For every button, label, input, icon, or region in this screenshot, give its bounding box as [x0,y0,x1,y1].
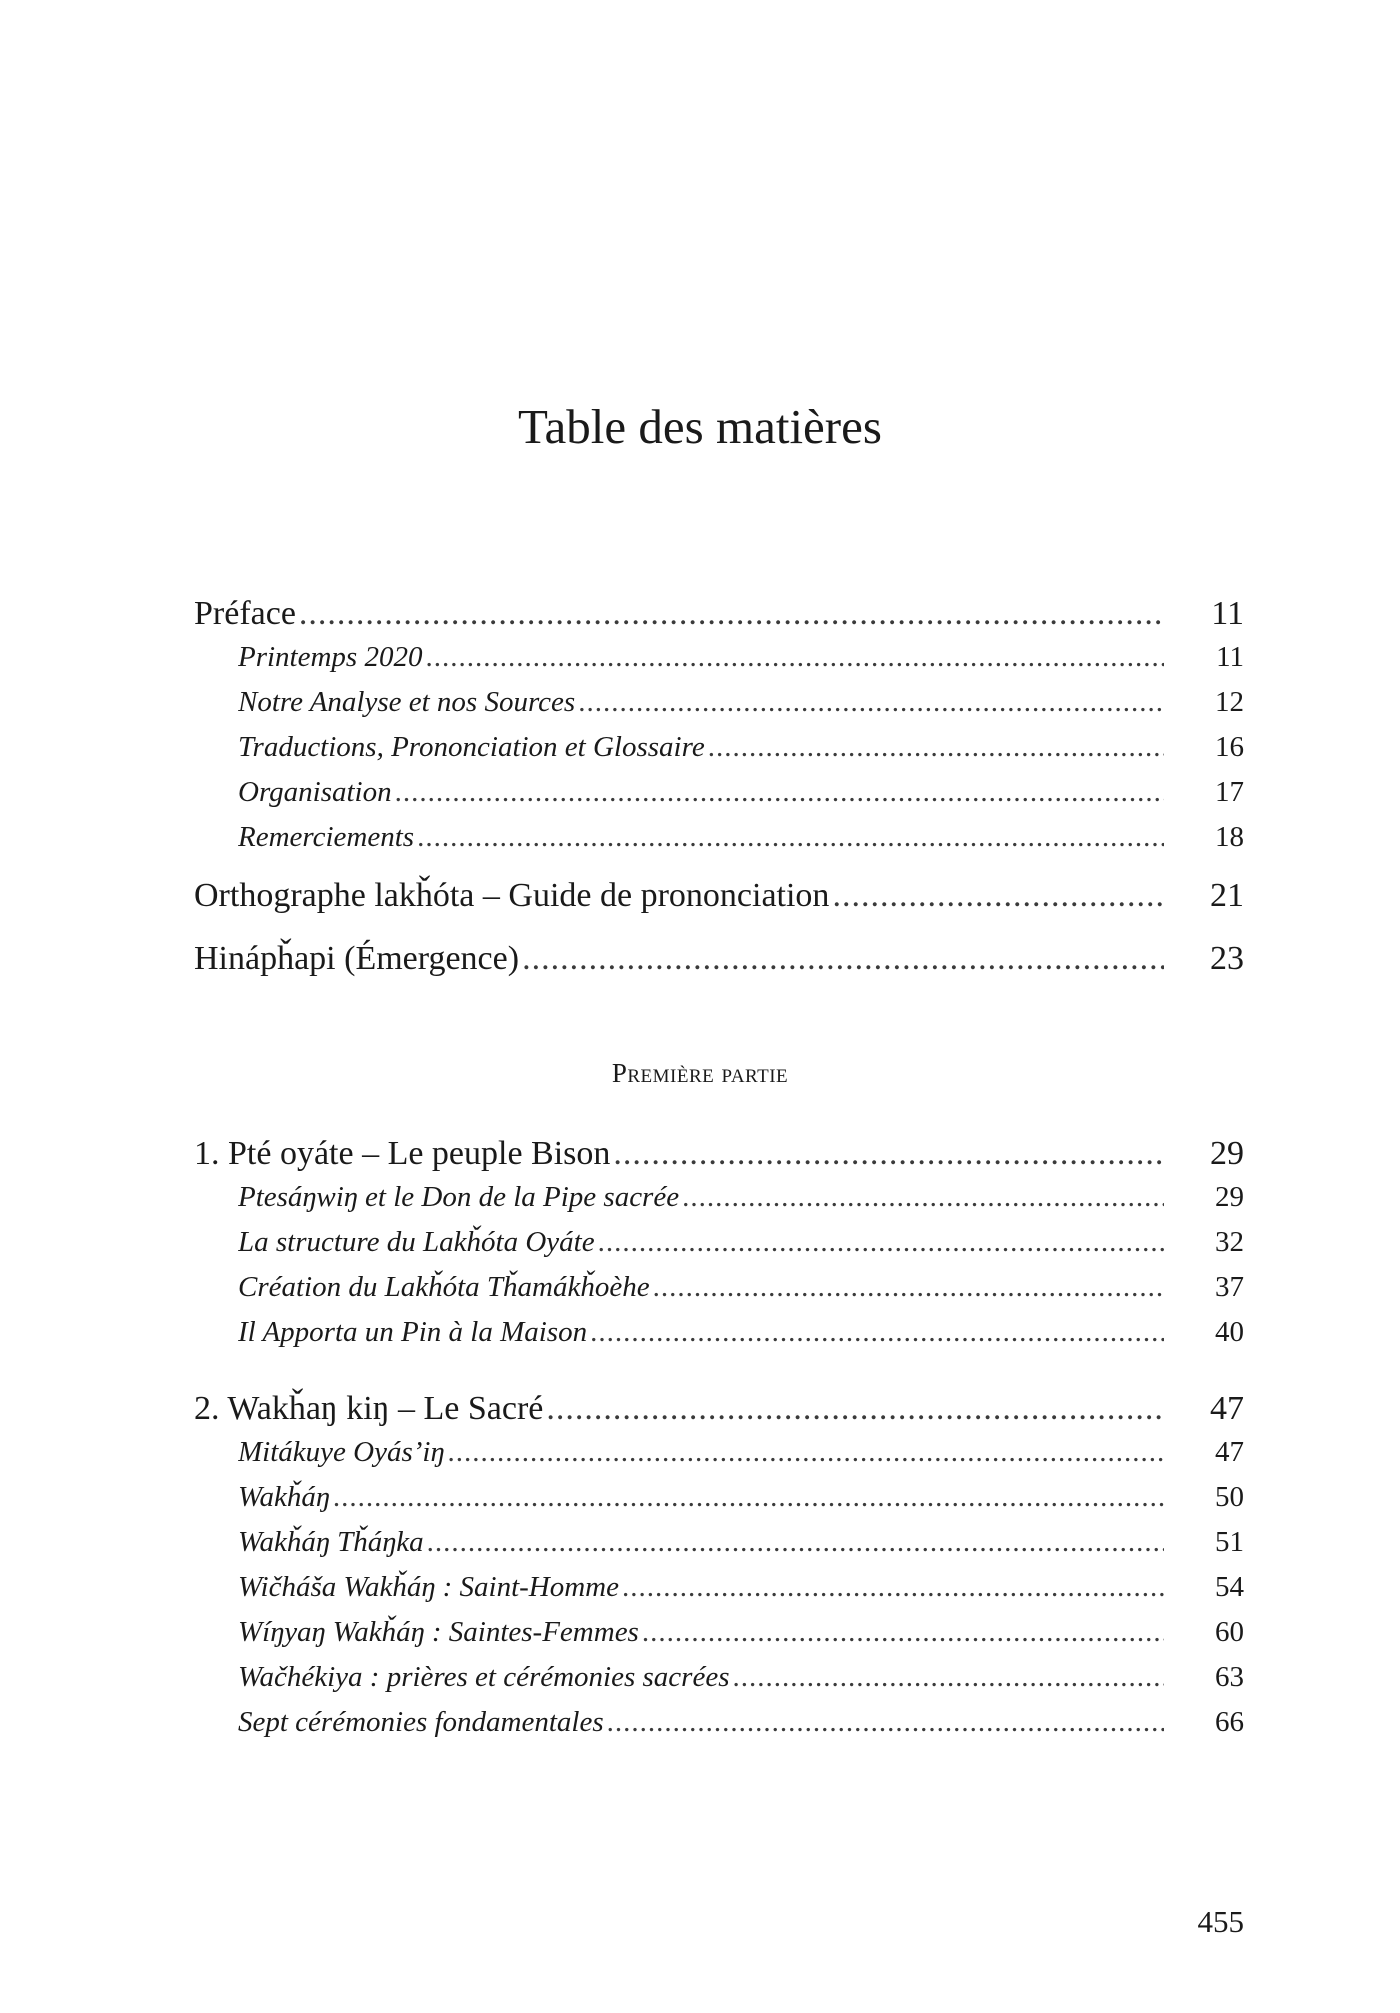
dot-leader [427,1522,1164,1562]
toc-entry-label: Organisation [238,776,392,808]
toc-entry[interactable] [238,682,1244,722]
toc-entry[interactable] [238,1267,1244,1307]
dot-leader [607,1702,1164,1742]
toc-entry-label: Sept cérémonies fondamentales [238,1706,604,1738]
toc-entry[interactable] [238,727,1244,767]
toc-entry-label: Wačhékiya : prières et cérémonies sacrées [238,1661,730,1693]
toc-entry-page: 47 [1210,1390,1244,1427]
toc-entry-label: Il Apporta un Pin à la Maison [238,1316,588,1348]
toc-entry[interactable] [238,1222,1244,1262]
toc-entry-page: 23 [1210,940,1244,977]
toc-entry-label: Orthographe lakȟóta – Guide de prononciation [194,877,830,914]
toc-entry-label: Wičháša Wakȟáŋ : Saint-Homme [238,1571,619,1603]
toc-entry-page: 66 [1215,1706,1244,1738]
dot-leader [622,1567,1164,1607]
toc-entry-label: Mitákuye Oyás’iŋ [238,1436,445,1468]
dot-leader [682,1177,1164,1217]
toc-entry-label: Hinápȟapi (Émergence) [194,940,520,977]
toc-entry-label: Préface [194,595,296,632]
toc-entry-label: Printemps 2020 [238,641,423,673]
dot-leader [522,937,1164,981]
toc-entry-label: Remerciements [238,821,415,853]
dot-leader [425,637,1164,677]
dot-leader [590,1312,1164,1352]
toc-entry[interactable] [194,1387,1244,1431]
toc-entry-page: 12 [1215,686,1244,718]
toc-entry-page: 60 [1215,1616,1244,1648]
dot-leader [653,1267,1164,1307]
toc-entry-label: Notre Analyse et nos Sources [238,686,576,718]
toc-entry-page: 40 [1215,1316,1244,1348]
toc-entry-label: Ptesáŋwiŋ et le Don de la Pipe sacrée [238,1181,680,1213]
toc-entry[interactable] [238,1177,1244,1217]
toc-entry-page: 50 [1215,1481,1244,1513]
dot-leader [417,817,1164,857]
toc-entry-page: 11 [1211,595,1244,632]
toc-entry-page: 29 [1215,1181,1244,1213]
dot-leader [613,1132,1164,1176]
page-number: 455 [1197,1904,1244,1939]
toc-entry-page: 32 [1215,1226,1244,1258]
toc-entry-label: Wakȟáŋ Tȟáŋka [238,1526,424,1558]
toc-entry[interactable] [238,817,1244,857]
toc-entry[interactable] [194,937,1244,981]
toc-entry[interactable] [238,637,1244,677]
toc-entry-page: 18 [1215,821,1244,853]
toc-entry-page: 51 [1215,1526,1244,1558]
dot-leader [708,727,1164,767]
page-title: Table des matières [518,399,882,454]
toc-entry-page: 63 [1215,1661,1244,1693]
dot-leader [447,1432,1164,1472]
toc-entry[interactable] [194,874,1244,918]
toc-entry[interactable] [194,1132,1244,1176]
toc-entry[interactable] [238,772,1244,812]
dot-leader [395,772,1164,812]
toc-entry-label: Traductions, Prononciation et Glossaire [238,731,705,763]
toc-entry-label: 1. Pté oyáte – Le peuple Bison [194,1135,611,1172]
toc-entry-page: 16 [1215,731,1244,763]
toc-entry[interactable] [238,1612,1244,1652]
toc-entry-label: Création du Lakȟóta Tȟamákȟoèhe [238,1271,650,1303]
dot-leader [299,592,1164,636]
toc-entry[interactable] [238,1702,1244,1742]
toc-entry-label: Wíŋyaŋ Wakȟáŋ : Saintes-Femmes [238,1616,639,1648]
toc-entry-label: La structure du Lakȟóta Oyáte [238,1226,595,1258]
toc-entry-page: 11 [1216,641,1244,673]
toc-entry-page: 21 [1210,877,1244,914]
dot-leader [546,1387,1164,1431]
dot-leader [832,874,1164,918]
toc-entry[interactable] [238,1312,1244,1352]
toc-entry-page: 29 [1210,1135,1244,1172]
dot-leader [333,1477,1164,1517]
toc-entry[interactable] [238,1657,1244,1697]
toc-entry[interactable] [238,1522,1244,1562]
dot-leader [733,1657,1165,1697]
toc-entry-label: 2. Wakȟaŋ kiŋ – Le Sacré [194,1390,544,1427]
toc-entry[interactable] [238,1432,1244,1472]
dot-leader [578,682,1164,722]
toc-entry-page: 17 [1215,776,1244,808]
toc-entry[interactable] [194,592,1244,636]
toc-entry-page: 37 [1215,1271,1244,1303]
toc-entry[interactable] [238,1567,1244,1607]
dot-leader [598,1222,1164,1262]
toc-entry-label: Wakȟáŋ [238,1481,330,1513]
toc-entry-page: 54 [1215,1571,1244,1603]
toc-entry-page: 47 [1215,1436,1244,1468]
dot-leader [642,1612,1164,1652]
part-heading: Première partie [611,1058,789,1088]
toc-entry[interactable] [238,1477,1244,1517]
